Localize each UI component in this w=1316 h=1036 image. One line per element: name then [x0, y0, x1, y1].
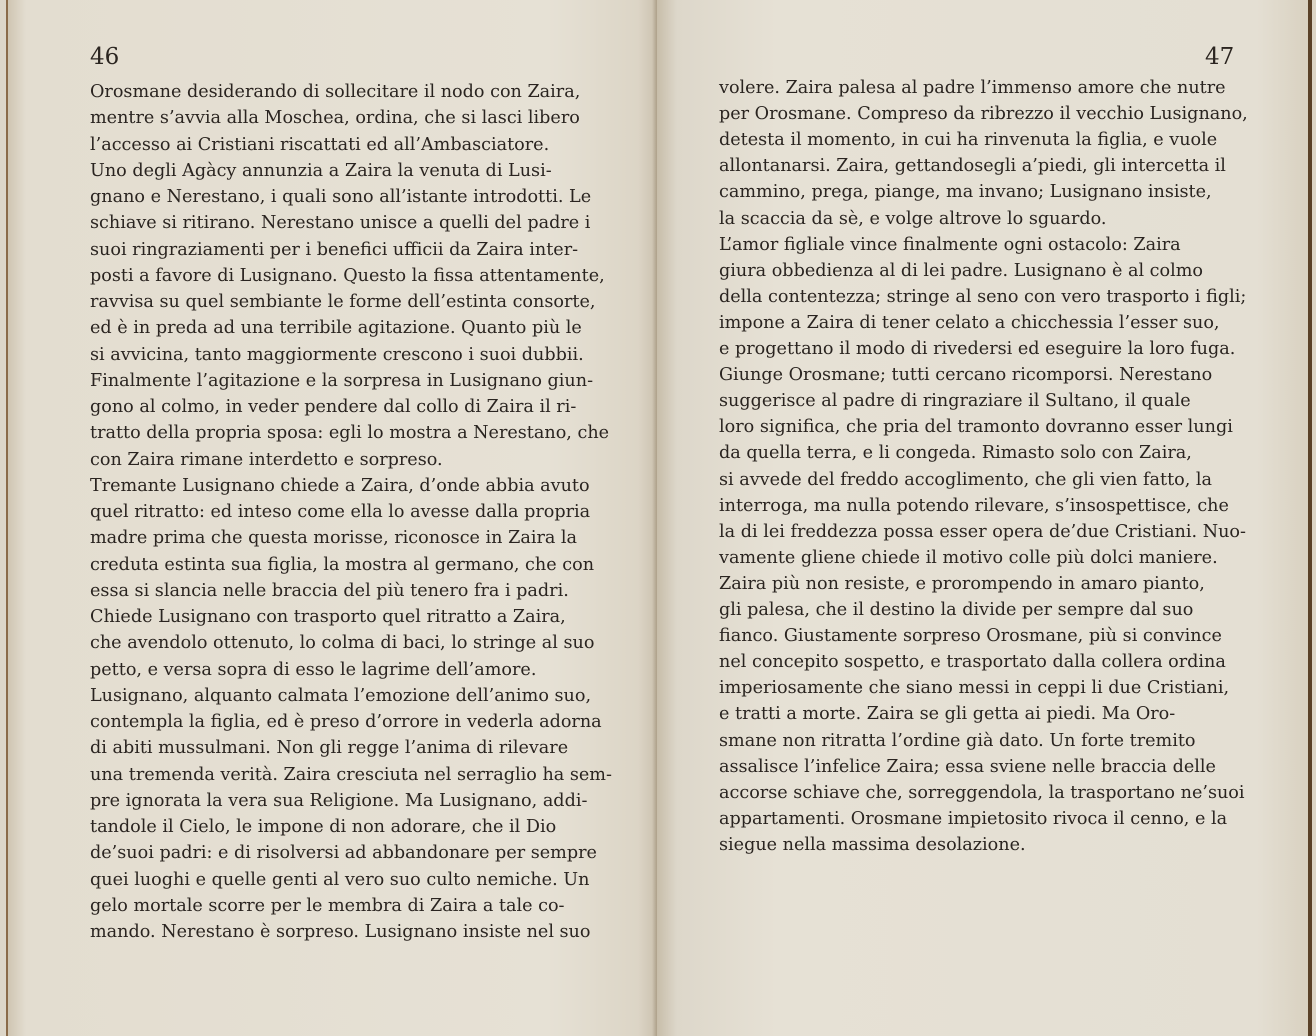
text-line: vamente gliene chiede il motivo colle più dolci maniere.	[719, 547, 1218, 568]
text-line: ravvisa su quel sembiante le forme dell’estinta consorte,	[90, 292, 596, 312]
text-line: pre ignorata la vera sua Religione. Ma Lusignano, addi-	[90, 790, 588, 811]
text-line: tratto della propria sposa: egli lo mostra a Nerestano, che	[90, 423, 610, 444]
left-page	[6, 0, 659, 1036]
text-line: Uno degli Agàcy annunzia a Zaira la venuta di Lusi-	[90, 160, 552, 181]
text-line: Zaira più non resiste, e prorompendo in amaro pianto,	[719, 573, 1205, 594]
text-line: gelo mortale scorre per le membra di Zaira a tale co-	[90, 895, 565, 916]
text-line: assalisce l’infelice Zaira; essa sviene nelle braccia delle	[719, 756, 1216, 777]
right-page	[657, 0, 1312, 1036]
text-line: volere. Zaira palesa al padre l’immenso amore che nutre	[719, 78, 1226, 98]
text-line: da quella terra, e li congeda. Rimasto solo con Zaira,	[719, 443, 1192, 464]
text-line: giura obbedienza al di lei padre. Lusignano è al colmo	[719, 260, 1204, 281]
text-line: Finalmente l’agitazione e la sorpresa in Lusignano giun-	[90, 370, 594, 391]
text-line: quel ritratto: ed inteso come ella lo avesse dalla propria	[90, 502, 591, 522]
text-line: mando. Nerestano è sorpreso. Lusignano insiste nel suo	[90, 922, 591, 942]
text-line: e tratti a morte. Zaira se gli getta ai piedi. Ma Oro-	[719, 704, 1176, 725]
text-line: Giunge Orosmane; tutti cercano ricomporsi. Nerestano	[719, 365, 1213, 386]
text-line: la scaccia da sè, e volge altrove lo sguardo.	[719, 208, 1107, 229]
text-line: posti a favore di Lusignano. Questo la fissa attentamente,	[90, 265, 605, 286]
text-line: ed è in preda ad una terribile agitazione. Quanto più le	[90, 318, 582, 339]
text-line: gono al colmo, in veder pendere dal collo di Zaira il ri-	[90, 397, 577, 417]
text-line: Lusignano, alquanto calmata l’emozione dell’animo suo,	[90, 685, 592, 706]
text-line: loro significa, che pria del tramonto dovranno esser lungi	[719, 417, 1233, 438]
text-line: l’accesso ai Cristiani riscattati ed all’Ambasciatore.	[90, 134, 550, 155]
text-line: detesta il momento, in cui ha rinvenuta la figlia, e vuole	[719, 130, 1218, 151]
text-line: nel concepito sospetto, e trasportato dalla collera ordina	[719, 652, 1226, 673]
page-edge	[1308, 0, 1312, 1036]
text-line: contempla la figlia, ed è preso d’orrore in vederla adorna	[90, 712, 602, 732]
text-line: suoi ringraziamenti per i benefici ufficii da Zaira inter-	[90, 239, 579, 260]
text-line: suggerisce al padre di ringraziare il Sultano, il quale	[719, 391, 1191, 412]
text-line: Tremante Lusignano chiede a Zaira, d’onde abbia avuto	[90, 475, 590, 496]
text-line: de’suoi padri: e di risolversi ad abbandonare per sempre	[90, 843, 597, 864]
text-line: Orosmane desiderando di sollecitare il nodo con Zaira,	[90, 82, 581, 102]
text-line: fianco. Giustamente sorpreso Orosmane, più si convince	[719, 626, 1222, 647]
text-line: essa si slancia nelle braccia del più tenero fra i padri.	[90, 580, 569, 601]
text-line: madre prima che questa morisse, riconosce in Zaira la	[90, 528, 578, 549]
text-line: creduta estinta sua figlia, la mostra al germano, che con	[90, 554, 595, 575]
text-line: mentre s’avvia alla Moschea, ordina, che si lasci libero	[90, 108, 580, 129]
text-line: tandole il Cielo, le impone di non adorare, che il Dio	[90, 817, 557, 837]
page-number-left: 46	[90, 44, 120, 70]
text-line: schiave si ritirano. Nerestano unisce a quelli del padre i	[90, 213, 591, 234]
text-line: della contentezza; stringe al seno con vero trasporto i figli;	[719, 286, 1247, 307]
text-line: la di lei freddezza possa esser opera de’due Cristiani. Nuo-	[719, 521, 1246, 542]
text-line: appartamenti. Orosmane impietosito rivoca il cenno, e la	[719, 808, 1228, 829]
text-line: siegue nella massima desolazione.	[719, 834, 1026, 855]
text-line: Chiede Lusignano con trasporto quel ritratto a Zaira,	[90, 607, 566, 627]
text-line: una tremenda verità. Zaira cresciuta nel serraglio ha sem-	[90, 764, 612, 785]
text-line: gli palesa, che il destino la divide per sempre dal suo	[719, 600, 1194, 620]
text-line: L’amor figliale vince finalmente ogni ostacolo: Zaira	[719, 234, 1181, 255]
text-line: impone a Zaira di tener celato a chicchessia l’esser suo,	[719, 312, 1220, 333]
text-line: che avendolo ottenuto, lo colma di baci, lo stringe al suo	[90, 633, 595, 654]
text-line: con Zaira rimane interdetto e sorpreso.	[90, 449, 443, 470]
text-line: si avvede del freddo accoglimento, che gli vien fatto, la	[719, 469, 1213, 490]
text-line: per Orosmane. Compreso da ribrezzo il vecchio Lusignano,	[719, 104, 1248, 125]
text-line: interroga, ma nulla potendo rilevare, s’insospettisce, che	[719, 495, 1229, 516]
text-line: gnano e Nerestano, i quali sono all’istante introdotti. Le	[90, 187, 592, 207]
text-line: cammino, prega, piange, ma invano; Lusignano insiste,	[719, 182, 1212, 203]
text-line: smane non ritratta l’ordine già dato. Un forte tremito	[719, 730, 1196, 751]
text-line: allontanarsi. Zaira, gettandosegli a’piedi, gli intercetta il	[719, 156, 1226, 177]
text-line: accorse schiave che, sorreggendola, la trasportano ne’suoi	[719, 782, 1245, 803]
text-line: petto, e versa sopra di esso le lagrime dell’amore.	[90, 659, 537, 680]
text-line: e progettano il modo di rivedersi ed eseguire la loro fuga.	[719, 339, 1236, 359]
text-line: quei luoghi e quelle genti al vero suo culto nemiche. Un	[90, 869, 590, 890]
text-line: si avvicina, tanto maggiormente crescono i suoi dubbii.	[90, 344, 584, 365]
page-number-right: 47	[1205, 44, 1235, 70]
text-line: imperiosamente che siano messi in ceppi li due Cristiani,	[719, 678, 1230, 699]
text-line: di abiti mussulmani. Non gli regge l’anima di rilevare	[90, 738, 569, 759]
